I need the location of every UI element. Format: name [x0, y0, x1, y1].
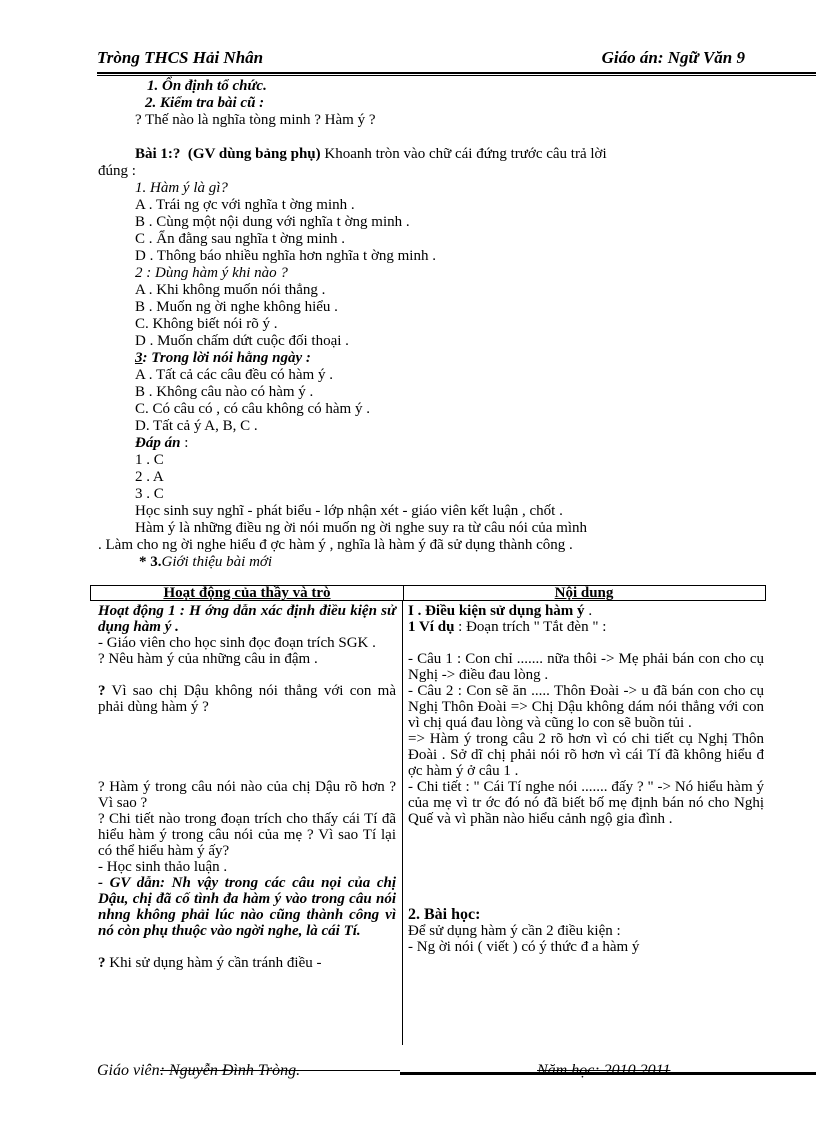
lesson-subject: Giáo án: Ngữ Văn 9	[601, 48, 745, 67]
answer-2: 2 . A	[135, 469, 164, 485]
table-header-content: Nội dung	[554, 585, 614, 601]
question-3	[135, 350, 760, 367]
step-2-text: 2. Kiểm tra bài cũ :	[145, 95, 265, 111]
exercise-note: (GV dùng bảng phụ)	[187, 146, 321, 162]
summary-2-cont: . Làm cho ng ời nghe hiểu đ ợc hàm ý , nghĩa là hàm ý đã sử dụng thành công .	[98, 537, 573, 553]
answer-colon: :	[180, 435, 189, 451]
q2-option-c: C. Không biết nói rõ ý .	[135, 316, 278, 332]
question-2: 2 : Dùng hàm ý khi nào ?	[135, 265, 288, 281]
content-detail: - Chi tiết : " Cái Tí nghe nói ....... đấy ? " -> Nó hiểu hàm ý của mẹ vì tr ớc đó nó đã biết bố mẹ định bán nó cho Nghị Quế và vì phần nào hiểu cảnh ngộ gia đình .	[408, 779, 764, 827]
teacher-explanation: - GV dẫn: Nh vậy trong các câu nọi của chị Dậu, chị đã cố tình đa hàm ý vào trong câu nói nhng không phải lúc nào cũng thành công vì nó còn phụ thuộc vào ngời nghe, là cái Tí.	[98, 875, 396, 939]
content-sentence-1: - Câu 1 : Con chỉ ....... nữa thôi -> Mẹ phải bán con cho cụ Nghị -> điều đau lòng .	[408, 651, 764, 683]
section-3-star: *	[139, 554, 147, 570]
question-mark-2: ?	[98, 955, 106, 971]
q2-option-d: D . Muốn chấm dứt cuộc đối thoại .	[135, 333, 349, 349]
q1-option-a: A . Trái ng ợc với nghĩa t ờng minh .	[135, 197, 355, 213]
q3-option-b: B . Không câu nào có hàm ý .	[135, 384, 314, 400]
question-mark: ?	[98, 683, 106, 699]
answer-1: 1 . C	[135, 452, 164, 468]
section-conditions-dot: .	[584, 603, 593, 619]
activity-1-title: Hoạt động 1 : H ớng dẫn xác định điều kiện sử dụng hàm ý .	[98, 603, 396, 635]
summary-2: Hàm ý là những điều ng ời nói muốn ng ời nghe suy ra từ câu nói của mình	[135, 520, 588, 536]
example-text: : Đoạn trích " Tắt đèn " :	[454, 619, 607, 635]
example-heading	[408, 619, 764, 635]
answer-3: 3 . C	[135, 486, 164, 502]
activity-step-read: - Giáo viên cho học sinh đọc đoạn trích SGK .	[98, 635, 376, 651]
activity-question-clearer: ? Hàm ý trong câu nói nào của chị Dậu rõ hơn ? Vì sao ?	[98, 779, 396, 811]
activity-table	[90, 585, 766, 1045]
step-2	[135, 95, 760, 112]
lesson-heading: 2. Bài học:	[408, 906, 481, 923]
q2-option-a: A . Khi không muốn nói thẳng .	[135, 282, 326, 298]
q3-option-d: D. Tất cả ý A, B, C .	[135, 418, 258, 434]
q3-option-a: A . Tất cả các câu đều có hàm ý .	[135, 367, 333, 383]
content-sentence-2: - Câu 2 : Con sẽ ăn ..... Thôn Đoài -> u đã bán con cho cụ Nghị Thôn Đoài => Chị Dậu không dám nói thẳng với con vì chị quá đau lòng và cũng lo con sẽ buồn tủi .	[408, 683, 764, 731]
question-3-number: 3	[135, 350, 143, 366]
exercise-instruction: Khoanh tròn vào chữ cái đứng trước câu trả lời	[320, 146, 607, 162]
header-rule-thin	[97, 75, 816, 76]
section-3-heading	[135, 554, 760, 571]
question-1: 1. Hàm ý là gì?	[135, 180, 228, 196]
page-footer	[97, 1062, 816, 1086]
lesson-body	[98, 78, 760, 571]
table-header-row	[90, 585, 766, 601]
answer-label: Đáp án	[135, 435, 181, 451]
summary-1: Học sinh suy nghĩ - phát biểu - lớp nhận xét - giáo viên kết luận , chốt .	[135, 503, 563, 519]
column-divider	[402, 601, 403, 1045]
exercise-label: Bài 1:?	[135, 146, 181, 162]
header-rule	[97, 72, 816, 74]
answer-heading	[135, 435, 760, 452]
exercise-1-title	[135, 146, 760, 163]
section-3-number: 3.	[150, 554, 162, 570]
table-header-activities: Hoạt động của thầy và trò	[91, 586, 404, 601]
lesson-condition-1: - Ng ời nói ( viết ) có ý thức đ a hàm ý	[408, 939, 640, 955]
lesson-conditions: Để sử dụng hàm ý cần 2 điều kiện :	[408, 923, 621, 939]
content-conclusion: => Hàm ý trong câu 2 rõ hơn vì có chi tiết cụ Nghị Thôn Đoài . Sở dĩ chị phải nói rõ hơn vì cái Tí đã không hiểu đ ợc hàm ý ở câu 1 .	[408, 731, 764, 779]
q1-option-d: D . Thông báo nhiều nghĩa hơn nghĩa t ờng minh .	[135, 248, 436, 264]
activity-question-avoid	[98, 955, 396, 971]
q2-option-b: B . Muốn ng ời nghe không hiểu .	[135, 299, 338, 315]
activity-question-why-text: Vì sao chị Dậu không nói thẳng với con mà phải dùng hàm ý ?	[98, 683, 396, 715]
page-header	[97, 48, 757, 74]
content-column	[408, 603, 764, 955]
activity-question-detail: ? Chi tiết nào trong đoạn trích cho thấy cái Tí đã hiểu hàm ý trong câu nói của mẹ ? Vì sao Tí lại có thể hiểu hàm ý ấy?	[98, 811, 396, 859]
q3-option-c: C. Có câu có , có câu không có hàm ý .	[135, 401, 370, 417]
q1-option-b: B . Cùng một nội dung với nghĩa t ờng minh .	[135, 214, 410, 230]
step-1: 1. Ổn định tổ chức.	[147, 78, 267, 94]
question-3-title: : Trong lời nói hằng ngày :	[142, 350, 311, 366]
activity-question-why	[98, 683, 396, 715]
q1-option-c: C . Ẩn đằng sau nghĩa t ờng minh .	[135, 231, 345, 247]
school-name: Tròng THCS Hải Nhân	[97, 48, 264, 67]
activity-question-implicature: ? Nêu hàm ý của những câu in đậm .	[98, 651, 318, 667]
section-conditions	[408, 603, 764, 619]
example-label: 1 Ví dụ	[408, 619, 455, 635]
section-3-title: Giới thiệu bài mới	[161, 554, 273, 570]
teacher-name: Giáo viên: Nguyễn Đình Tròng.	[97, 1062, 301, 1079]
section-conditions-title: I . Điều kiện sử dụng hàm ý	[408, 603, 585, 619]
activity-discussion: - Học sinh thảo luận .	[98, 859, 228, 875]
activity-question-avoid-text: Khi sử dụng hàm ý cần tránh điều -	[105, 955, 322, 971]
review-question: ? Thế nào là nghĩa tòng minh ? Hàm ý ?	[135, 112, 376, 128]
activities-column	[98, 603, 396, 971]
school-year: Năm học: 2010 2011	[537, 1062, 671, 1079]
exercise-instruction-cont: đúng :	[98, 163, 136, 179]
